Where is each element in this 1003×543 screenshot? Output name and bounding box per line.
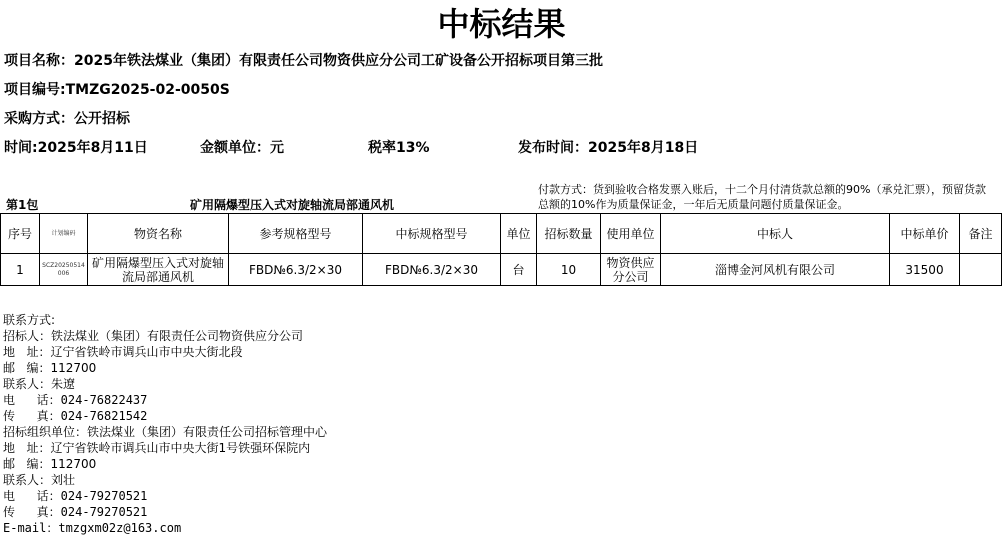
header-unit: 单位: [501, 214, 537, 254]
cell-remarks: [960, 254, 1002, 286]
agency-postcode: 邮 编：112700: [3, 457, 97, 471]
cell-winning-spec: FBD№6.3/2×30: [363, 254, 501, 286]
header-winner: 中标人: [661, 214, 890, 254]
cell-material-name: 矿用隔爆型压入式对旋轴流局部通风机: [88, 254, 229, 286]
header-winning-spec: 中标规格型号: [363, 214, 501, 254]
currency-unit: 金额单位：元: [200, 140, 284, 156]
cell-user-unit: 物资供应分公司: [601, 254, 661, 286]
contact-heading: 联系方式:: [3, 313, 56, 327]
cell-winner: 淄博金河风机有限公司: [661, 254, 890, 286]
page-title: 中标结果: [437, 5, 566, 43]
tender-agency: 招标组织单位：铁法煤业（集团）有限责任公司招标管理中心: [3, 425, 328, 439]
agency-fax: 传 真：024-79270521: [3, 505, 148, 519]
tenderer-contact-person: 联系人：朱遼: [3, 377, 76, 391]
tenderer-fax: 传 真：024-76821542: [3, 409, 148, 423]
package-name: 矿用隔爆型压入式对旋轴流局部通风机: [190, 198, 395, 212]
header-user-unit: 使用单位: [601, 214, 661, 254]
payment-terms: 付款方式：货到验收合格发票入账后，十二个月付清货款总额的90%（承兑汇票），预留货款总额的10%作为质量保证金，一年后无质量问题付质量保证金。: [538, 183, 986, 211]
publish-date: 发布时间：2025年8月18日: [518, 140, 699, 156]
package-label: 第1包: [6, 198, 39, 212]
project-number: 项目编号:TMZG2025-02-0050S: [4, 82, 230, 98]
tax-rate: 税率13%: [368, 140, 430, 156]
cell-plan-code: SCZ20250514006: [40, 254, 88, 286]
header-index: 序号: [1, 214, 40, 254]
procurement-method: 采购方式：公开招标: [4, 111, 130, 127]
cell-unit-price: 31500: [890, 254, 960, 286]
header-plan-code: 计划编码: [40, 214, 88, 254]
header-unit-price: 中标单价: [890, 214, 960, 254]
award-table: [0, 213, 1002, 286]
header-reference-spec: 参考规格型号: [229, 214, 363, 254]
tenderer-postcode: 邮 编：112700: [3, 361, 97, 375]
table-row: [1, 254, 1002, 286]
header-remarks: 备注: [960, 214, 1002, 254]
cell-index: 1: [1, 254, 40, 286]
award-date: 时间:2025年8月11日: [4, 140, 148, 156]
contact-info: [3, 312, 327, 536]
agency-email: E-mail：tmzgxm02z@163.com: [3, 521, 182, 535]
agency-address: 地 址：辽宁省铁岭市调兵山市中央大街1号铁强环保院内: [3, 441, 311, 455]
header-material-name: 物资名称: [88, 214, 229, 254]
project-name: 项目名称：2025年铁法煤业（集团）有限责任公司物资供应分公司工矿设备公开招标项目第三批: [4, 53, 603, 69]
header-quantity: 招标数量: [537, 214, 601, 254]
tenderer-phone: 电 话：024-76822437: [3, 393, 148, 407]
cell-reference-spec: FBD№6.3/2×30: [229, 254, 363, 286]
cell-unit: 台: [501, 254, 537, 286]
cell-quantity: 10: [537, 254, 601, 286]
agency-phone: 电 话：024-79270521: [3, 489, 148, 503]
agency-contact-person: 联系人：刘壮: [3, 473, 76, 487]
tenderer: 招标人：铁法煤业（集团）有限责任公司物资供应分公司: [3, 329, 304, 343]
tenderer-address: 地 址：辽宁省铁岭市调兵山市中央大街北段: [3, 345, 243, 359]
table-header-row: [1, 214, 1002, 254]
